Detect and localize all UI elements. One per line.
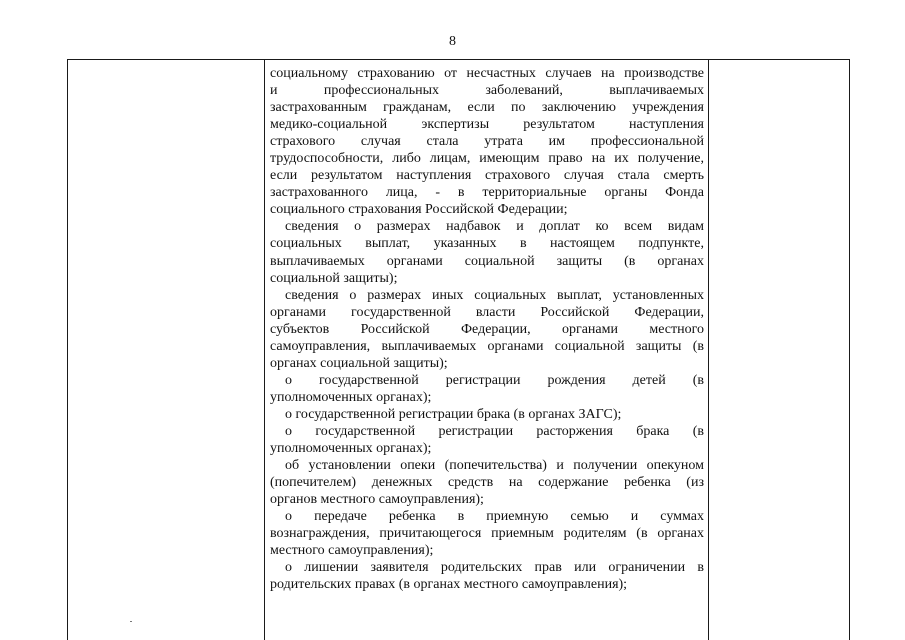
- text-line: родительских правах (в органах местного самоуправления);: [270, 577, 628, 593]
- text-line: субъектов Российской Федерации, органами местного: [270, 321, 704, 337]
- text-line: если результатом наступления страхового случая стала смерть: [270, 168, 704, 184]
- text-line: (попечителем) денежных средств на содержание ребенка (из: [270, 475, 704, 491]
- scan-speck: [130, 621, 132, 622]
- text-line: страхового случая стала утрата им профессиональной: [270, 134, 704, 150]
- text-line: социальных выплат, указанных в настоящем подпункте,: [270, 236, 704, 252]
- text-line: о государственной регистрации расторжения брака (в: [285, 423, 704, 439]
- text-line: социальному страхованию от несчастных случаев на производстве: [270, 66, 704, 81]
- text-line: и профессиональных заболеваний, выплачиваемых: [270, 83, 704, 99]
- text-line: застрахованным гражданам, если по заключению учреждения: [270, 100, 704, 116]
- text-line: о передаче ребенка в приемную семью и суммах: [285, 509, 704, 525]
- text-line: социальной защиты);: [270, 270, 398, 286]
- text-line: органов местного самоуправления);: [270, 492, 484, 508]
- page-number: 8: [449, 34, 456, 49]
- text-line: сведения о размерах иных социальных выплат, установленных: [285, 287, 704, 303]
- table-top-border: [67, 59, 850, 60]
- text-line: социального страхования Российской Федерации;: [270, 202, 568, 218]
- text-line: застрахованного лица, - в территориальные органы Фонда: [270, 185, 704, 201]
- column-divider-left: [264, 59, 265, 640]
- text-line: о государственной регистрации брака (в органах ЗАГС);: [285, 406, 622, 422]
- text-line: органах социальной защиты);: [270, 355, 448, 371]
- text-line: медико-социальной экспертизы результатом наступления: [270, 117, 704, 133]
- text-line: трудоспособности, либо лицам, имеющим право на их получение,: [270, 151, 704, 167]
- text-line: уполномоченных органах);: [270, 389, 432, 405]
- table-cell-text: [270, 65, 704, 593]
- text-line: сведения о размерах надбавок и доплат ко всем видам: [285, 219, 704, 235]
- text-line: уполномоченных органах);: [270, 441, 432, 457]
- text-line: об установлении опеки (попечительства) и получении опекуном: [285, 458, 704, 474]
- table-right-border: [849, 59, 850, 640]
- text-line: о лишении заявителя родительских прав или ограничении в: [285, 560, 704, 576]
- text-line: вознаграждения, причитающегося приемным родителям (в органах: [270, 526, 704, 542]
- text-line: органами государственной власти Российской Федерации,: [270, 304, 704, 320]
- text-line: самоуправления, выплачиваемых органами социальной защиты (в: [270, 338, 704, 354]
- text-line: местного самоуправления);: [270, 543, 434, 559]
- text-line: выплачиваемых органами социальной защиты (в органах: [270, 253, 704, 269]
- column-divider-right: [708, 59, 709, 640]
- text-line: о государственной регистрации рождения детей (в: [285, 372, 704, 388]
- table-left-border: [67, 59, 68, 640]
